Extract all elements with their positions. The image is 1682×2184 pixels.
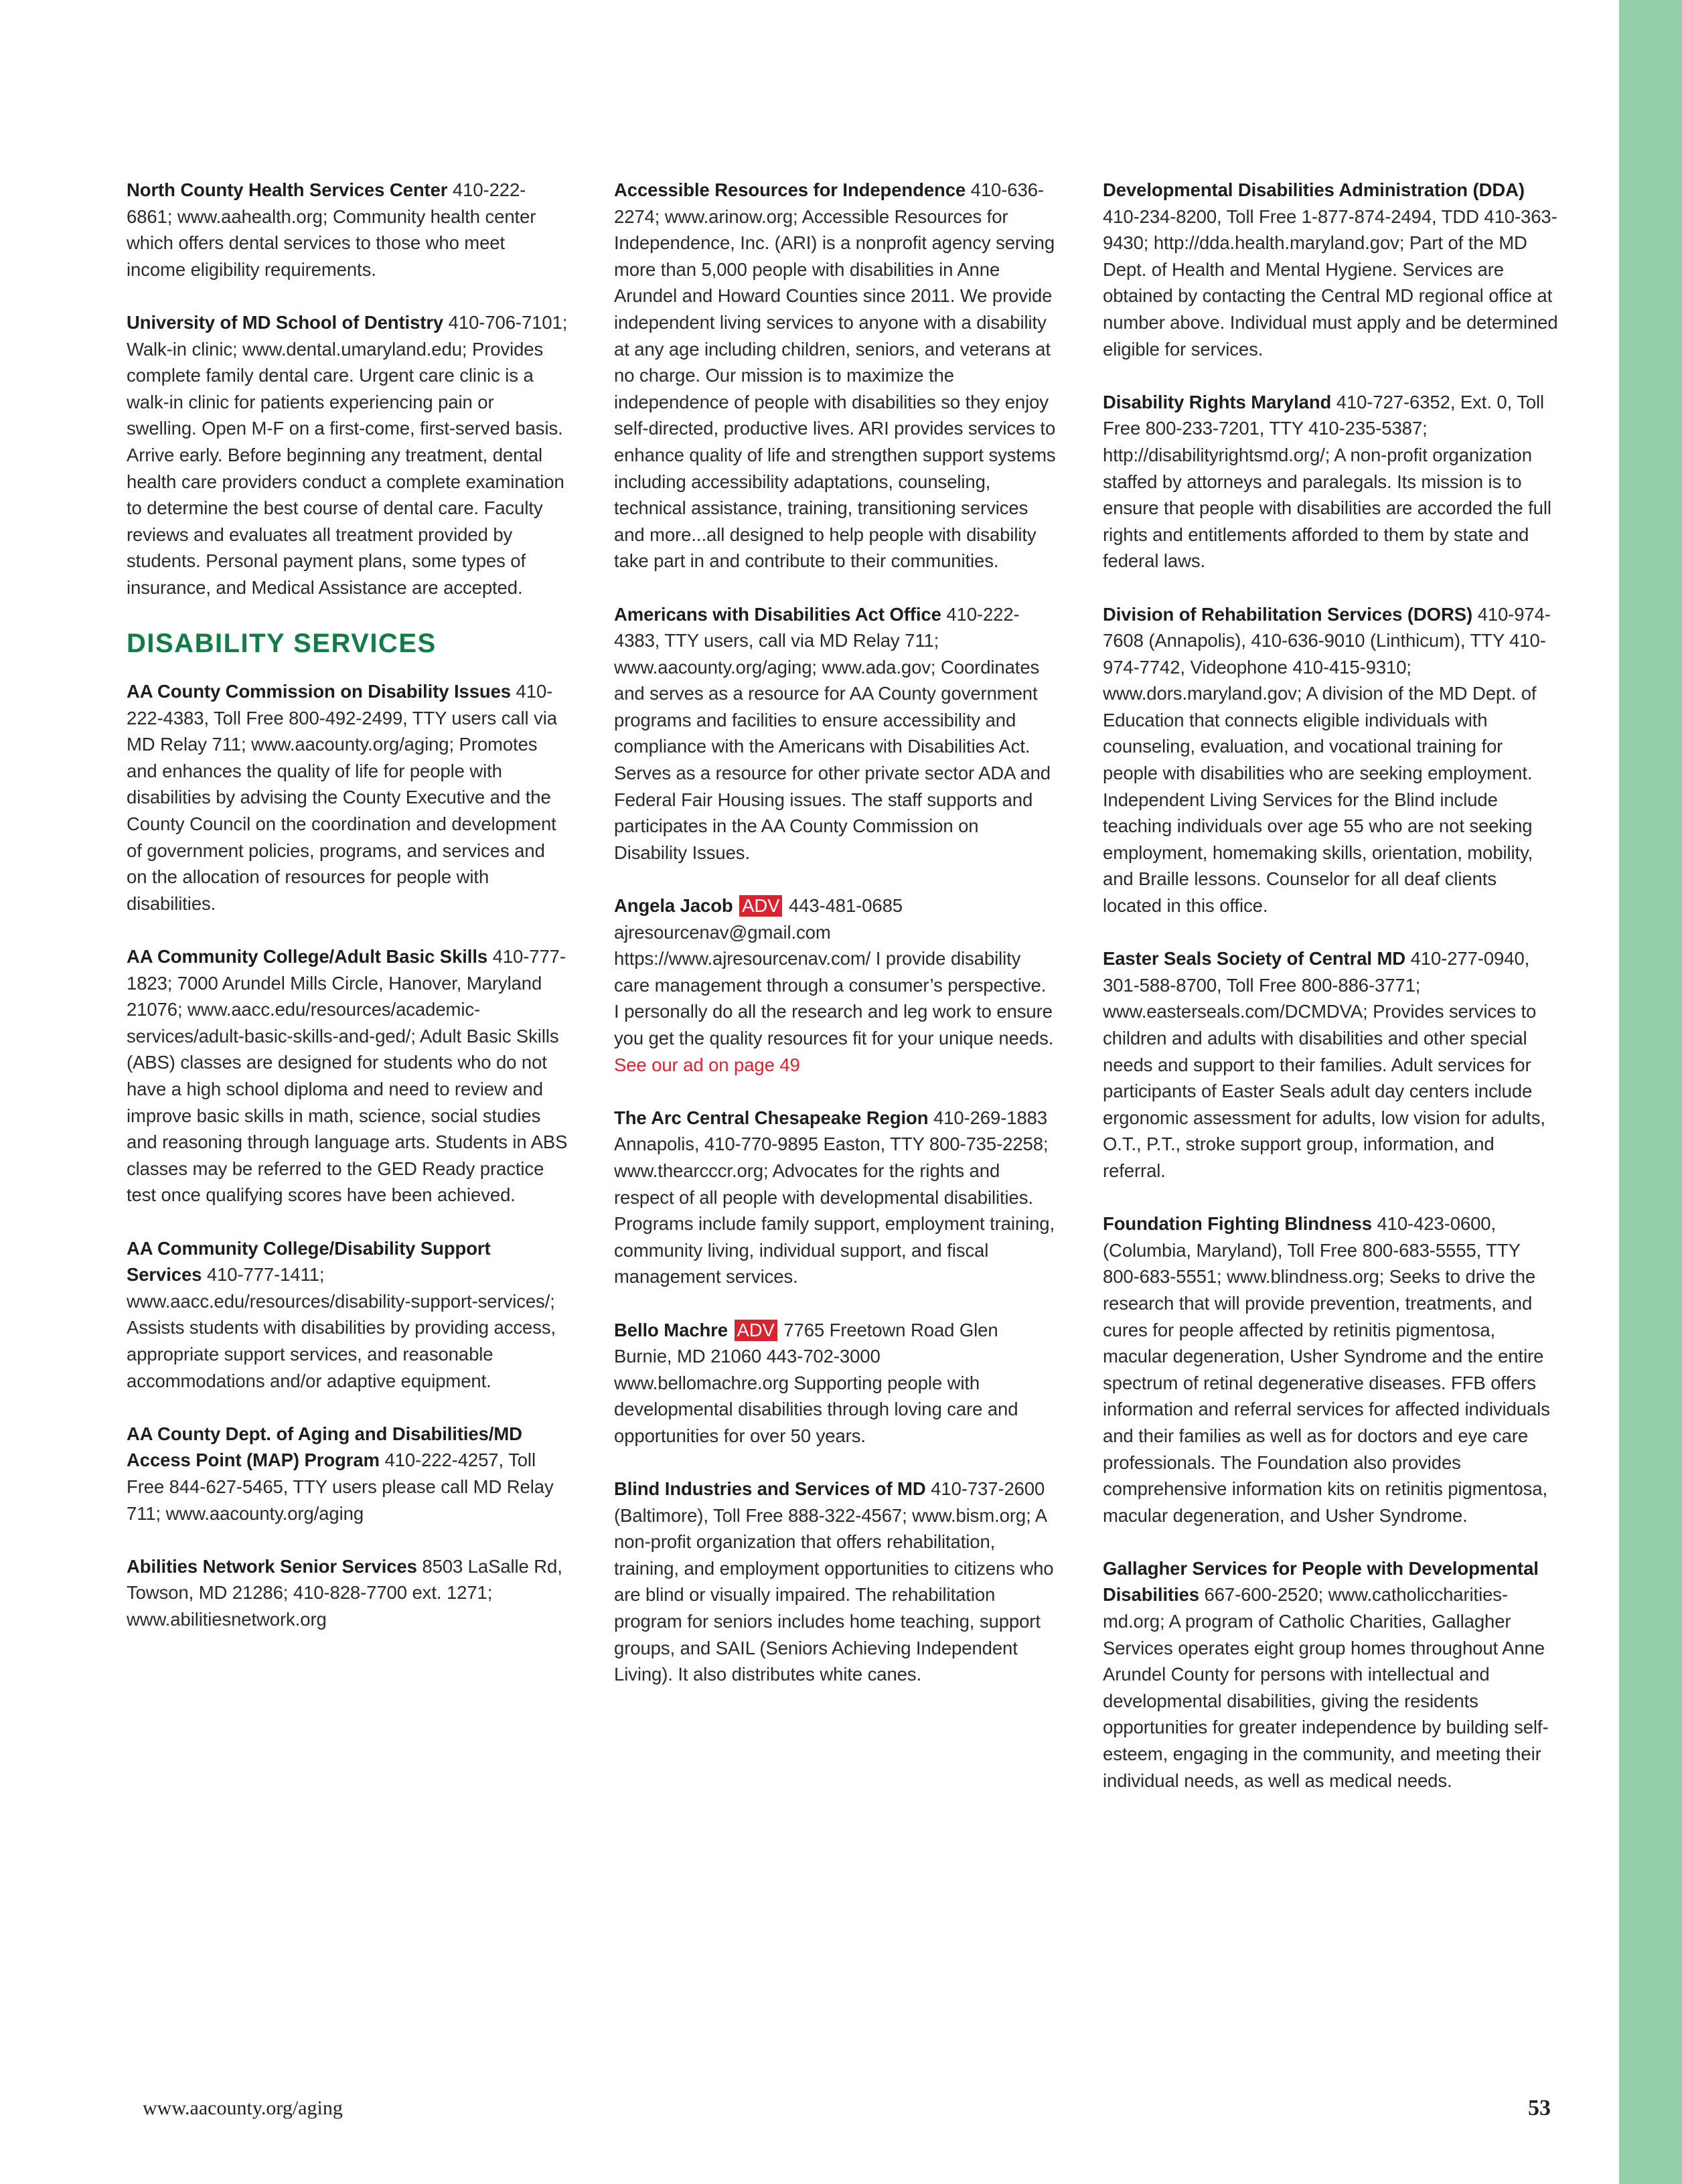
entry-name: Abilities Network Senior Services [127,1555,417,1577]
entry-text: 410-423-0600, (Columbia, Maryland), Toll Free 800-683-5555, TTY 800-683-5551; www.blindness.org; Seeks to drive the research that will provide prevention, treatments, and cures for people affected by retinitis pigmentosa, macular degeneration, Usher Syndrome and the entire spectrum of retinal degenerative diseases. FFB offers information and referral services for affected individuals and their families as well as for doctors and eye care professionals. The Foundation also provides comprehensive information kits on retinitis pigmentosa, macular degeneration, and Usher Syndrome. [1103,1213,1550,1526]
entry-text: 443-481-0685 ajresourcenav@gmail.com https://www.ajresourcenav.com/ I provide disability care management through a consumer’s perspective. I personally do all the research and leg work to ensure you get the quality resources fit for your unique needs. [614,895,1054,1048]
column-2 [614,177,1056,1714]
entry-name: The Arc Central Chesapeake Region [614,1107,929,1128]
directory-entry [127,1553,568,1633]
directory-entry [614,1476,1056,1688]
entry-name: Developmental Disabilities Administration (DDA) [1103,179,1525,200]
directory-entry [127,1235,568,1395]
entry-text: 410-222-6861; www.aahealth.org; Community health center which offers dental services to those who meet income eligibility requirements. [127,179,536,280]
directory-entry [614,1317,1056,1450]
directory-entry [1103,389,1558,574]
directory-entry [614,601,1056,866]
entry-text: 410-777-1823; 7000 Arundel Mills Circle, Hanover, Maryland 21076; www.aacc.edu/resources/academic-services/adult-basic-skills-and-ged/; Adult Basic Skills (ABS) classes are designed for students who do not have a high school diploma and need to review and improve basic skills in math, science, social studies and reasoning through language arts. Students in ABS classes may be referred to the GED Ready practice test once qualifying scores have been achieved. [127,946,568,1206]
entry-text: 410-636-2274; www.arinow.org; Accessible Resources for Independence, Inc. (ARI) is a nonprofit agency serving more than 5,000 people with disabilities in Anne Arundel and Howard Counties since 2011. We provide independent living services to anyone with a disability at any age including children, seniors, and veterans at no charge. Our mission is to maximize the independence of people with disabilities so they enjoy self-directed, productive lives. ARI provides services to enhance quality of life and strengthen support systems including accessibility adaptations, counseling, technical assistance, training, transitioning services and more...all designed to help people with disability take part in and contribute to their communities. [614,179,1056,572]
entry-text: 8503 LaSalle Rd, Towson, MD 21286; 410-828-7700 ext. 1271; www.abilitiesnetwork.org [127,1555,562,1630]
entry-text: 410-777-1411; www.aacc.edu/resources/disability-support-services/; Assists students with disabilities by providing access, appropriate support services, and reasonable accommodations and/or adaptive equipment. [127,1264,556,1391]
entry-text: 410-222-4383, TTY users, call via MD Relay 711; www.aacounty.org/aging; www.ada.gov; Coordinates and serves as a resource for AA County government programs and facilities to ensure accessibility and compliance with the Americans with Disabilities Act. Serves as a resource for other private sector ADA and Federal Fair Housing issues. The staff supports and participates in the AA County Commission on Disability Issues. [614,603,1051,863]
entry-text: 410-706-7101; Walk-in clinic; www.dental.umaryland.edu; Provides complete family dental care. Urgent care clinic is a walk-in clinic for patients experiencing pain or swelling. Open M-F on a first-come, first-served basis. Arrive early. Before beginning any treatment, dental health care providers conduct a complete examination to determine the best course of dental care. Faculty reviews and evaluates all treatment provided by students. Personal payment plans, some types of insurance, and Medical Assistance are accepted. [127,311,568,598]
entry-text: 410-277-0940, 301-588-8700, Toll Free 800-886-3771; www.easterseals.com/DCMDVA; Provides services to children and adults with disabilities and other special needs and support to their families. Adult services for participants of Easter Seals adult day centers include ergonomic assessment for adults, low vision for adults, O.T., P.T., stroke support group, information, and referral. [1103,948,1545,1181]
entry-text: 410-222-4383, Toll Free 800-492-2499, TTY users call via MD Relay 711; www.aacounty.org/aging; Promotes and enhances the quality of life for people with disabilities by advising the County Executive and the County Council on the coordination and development of government policies, programs, and services and on the allocation of resources for people with disabilities. [127,681,557,914]
directory-entry [614,177,1056,574]
entry-name: Easter Seals Society of Central MD [1103,948,1406,969]
advertiser-badge: ADV [735,1320,777,1341]
directory-entry [1103,177,1558,362]
entry-name: Gallagher Services for People with Developmental Disabilities [1103,1557,1539,1606]
directory-entry [127,1421,568,1527]
directory-entry [1103,1211,1558,1529]
entry-text: 410-234-8200, Toll Free 1-877-874-2494, TDD 410-363-9430; http://dda.health.maryland.gov; Part of the MD Dept. of Health and Mental Hygiene. Services are obtained by contacting the Central MD regional office at number above. Individual must apply and be determined eligible for services. [1103,206,1558,360]
entry-name: Disability Rights Maryland [1103,391,1332,412]
entry-text: 410-222-4257, Toll Free 844-627-5465, TTY users please call MD Relay 711; www.aacounty.org/aging [127,1450,554,1524]
entry-name: AA County Commission on Disability Issues [127,681,512,702]
entry-name: Bello Machre [614,1319,728,1340]
entry-text: 410-737-2600 (Baltimore), Toll Free 888-322-4567; www.bism.org; A non-profit organization that offers rehabilitation, training, and employment opportunities to citizens who are blind or visually impaired. The rehabilitation program for seniors includes home teaching, support groups, and SAIL (Seniors Achieving Independent Living). It also distributes white canes. [614,1478,1054,1685]
entry-text: 410-727-6352, Ext. 0, Toll Free 800-233-7201, TTY 410-235-5387; http://disabilityrightsmd.org/; A non-profit organization staffed by attorneys and paralegals. Its mission is to ensure that people with disabilities are accorded the full rights and entitlements afforded to them by state and federal laws. [1103,391,1551,572]
entry-text: 667-600-2520; www.catholiccharities-md.org; A program of Catholic Charities, Gallagher Services operates eight group homes throughout Anne Arundel County for persons with intellectual and developmental disabilities, giving the residents opportunities for greater independence by building self-esteem, engaging in the community, and meeting their individual needs, as well as medical needs. [1103,1584,1549,1791]
page-number: 53 [1528,2096,1551,2120]
green-side-tab [1619,0,1682,2184]
directory-entry [1103,945,1558,1184]
section-heading: DISABILITY SERVICES [127,629,437,659]
entry-name: AA County Dept. of Aging and Disabilities/MD Access Point (MAP) Program [127,1423,522,1471]
directory-entry [614,1105,1056,1290]
entry-name: Foundation Fighting Blindness [1103,1213,1372,1235]
entry-name: North County Health Services Center [127,179,448,200]
entry-name: Angela Jacob [614,895,733,917]
entry-name: Blind Industries and Services of MD [614,1478,926,1500]
entry-name: AA Community College/Disability Support Services [127,1237,491,1285]
entry-name: Division of Rehabilitation Services (DORS) [1103,603,1473,625]
entry-text: 7765 Freetown Road Glen Burnie, MD 21060 443-702-3000 www.bellomachre.org Supporting people with developmental disabilities through loving care and opportunities for over 50 years. [614,1319,1018,1446]
entry-text: 410-269-1883 Annapolis, 410-770-9895 Easton, TTY 800-735-2258; www.thearcccr.org; Advocates for the rights and respect of all people with developmental disabilities. Programs include family support, employment training, community living, individual support, and fiscal management services. [614,1107,1055,1288]
directory-entry [614,892,1056,1078]
directory-entry [127,177,568,283]
footer-url: www.aacounty.org/aging [143,2097,343,2119]
directory-entry [127,309,568,601]
entry-text: 410-974-7608 (Annapolis), 410-636-9010 (Linthicum), TTY 410-974-7742, Videophone 410-415-9310; www.dors.maryland.gov; A division of the MD Dept. of Education that connects eligible individuals with counseling, evaluation, and vocational training for people with disabilities who are seeking employment. Independent Living Services for the Blind include teaching individuals over age 55 who are not seeking employment, homemaking skills, orientation, mobility, and Braille lessons. Counselor for all deaf clients located in this office. [1103,603,1551,917]
entry-name: Americans with Disabilities Act Office [614,603,941,625]
see-ad-link[interactable]: See our ad on page 49 [614,1054,800,1075]
entry-name: AA Community College/Adult Basic Skills [127,946,488,967]
column-1 [127,177,568,1659]
advertiser-badge: ADV [739,895,782,917]
column-3 [1103,177,1558,1820]
directory-entry [127,943,568,1208]
directory-entry [127,678,568,917]
directory-entry [1103,601,1558,919]
entry-name: University of MD School of Dentistry [127,311,444,333]
entry-name: Accessible Resources for Independence [614,179,966,200]
directory-entry [1103,1555,1558,1794]
